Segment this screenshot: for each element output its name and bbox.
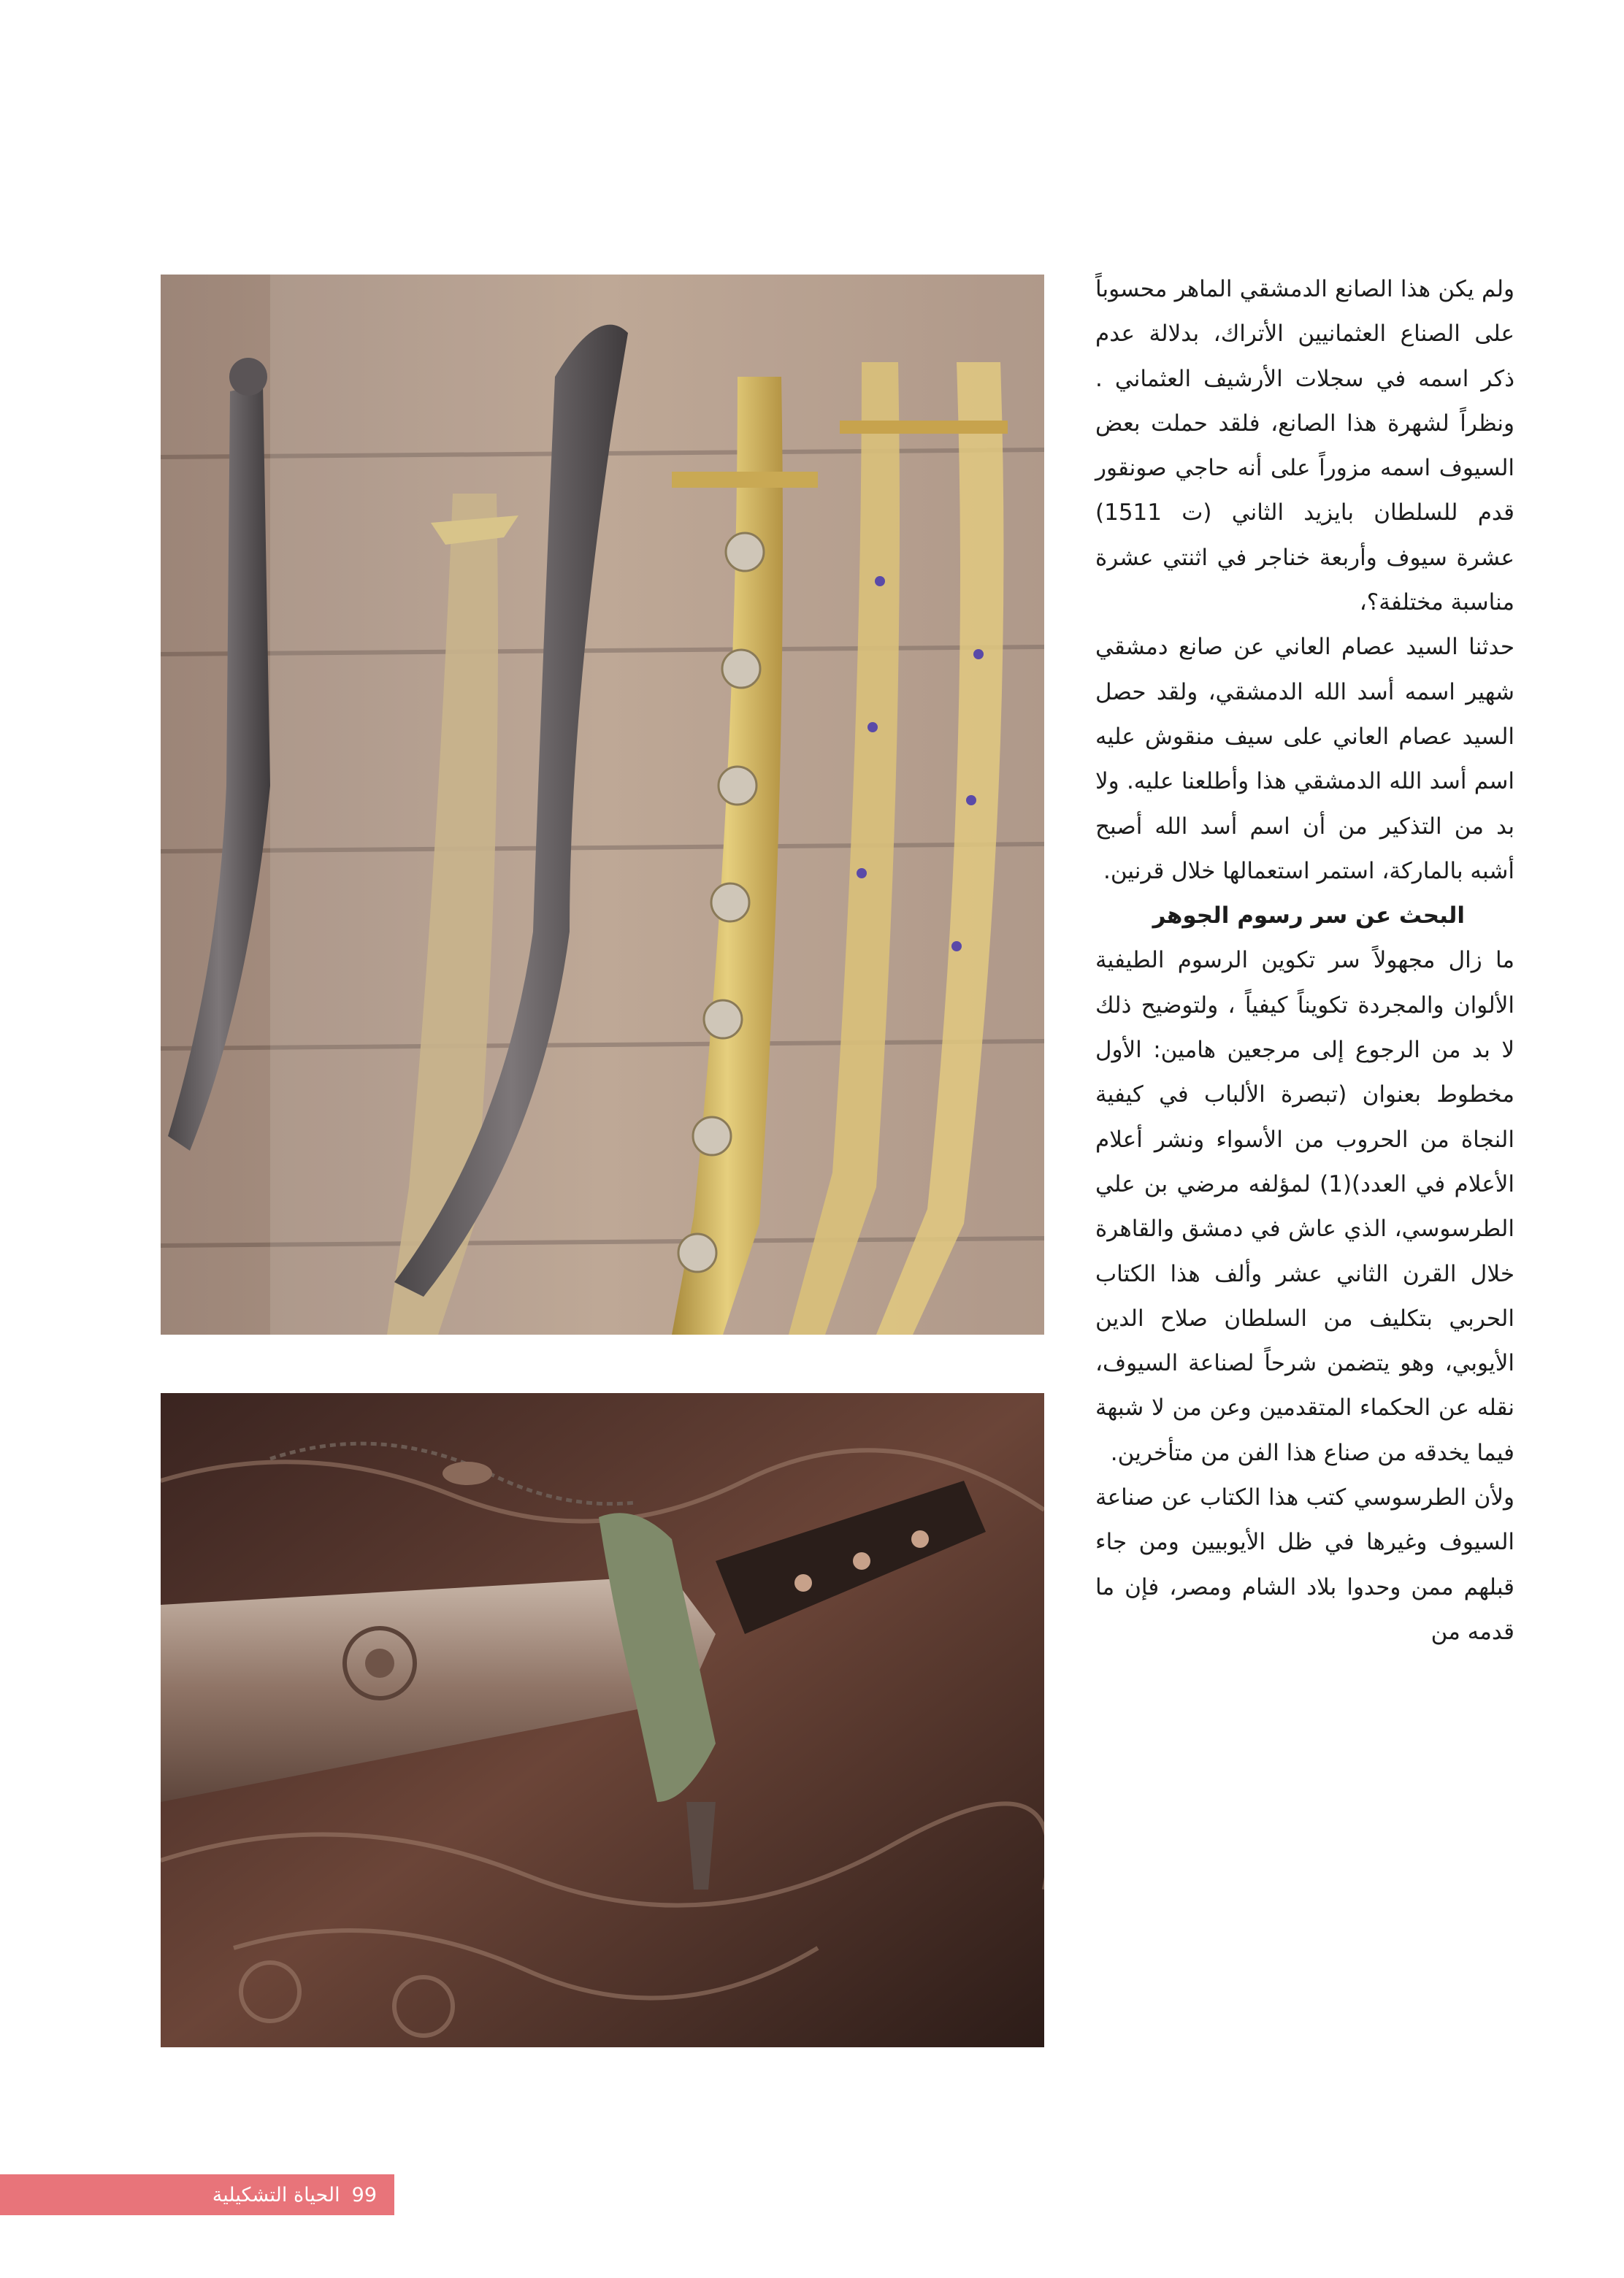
ornate-scabbard-photo [161,1393,1044,2047]
article-paragraph: ما زال مجهولاً سر تكوين الرسوم الطيفية الألوان والمجردة تكويناً كيفياً ، ولتوضيح ذلك لا بد من الرجوع إلى مرجعين هامين: الأول مخطوط بعنوان (تبصرة الألباب في كيفية النجاة من الحروب من الأسواء ونشر أعلام الأعلام في العدد)(1) لمؤلفه مرضي بن علي الطرسوسي، الذي عاش في دمشق والقاهرة خلال القرن الثاني عشر وألف هذا الكتاب الحربي بتكليف من السلطان صلاح الدين الأيوبي، وهو يتضمن شرحاً لصناعة السيوف، نقله عن الحكماء المتقدمين وعن من لا شبهة فيما يخدقه من صناع هذا الفن من متأخرين. [1095,947,1514,1466]
magazine-title: الحياة التشكيلية [212,2183,340,2206]
article-paragraph: حدثنا السيد عصام العاني عن صانع دمشقي شهير اسمه أسد الله الدمشقي، ولقد حصل السيد عصام العاني على سيف منقوش عليه اسم أسد الله الدمشقي هذا وأطلعنا عليه. ولا بد من التذكير من أن اسم أسد الله أصبح أشبه بالماركة، استمر استعمالها خلال قرنين. [1095,634,1514,884]
swords-display-photo [161,275,1044,1335]
article-body [1095,267,1514,1654]
page-number: 99 [351,2183,377,2206]
footer-band [0,2174,394,2215]
section-subheading: البحث عن سر رسوم الجوهر [1152,902,1465,929]
article-paragraph: ولأن الطرسوسي كتب هذا الكتاب عن صناعة السيوف وغيرها في ظل الأيوبيين ومن جاء قبلهم ممن وحدوا بلاد الشام ومصر، فإن ما قدمه من [1095,1484,1514,1645]
article-paragraph: ولم يكن هذا الصانع الدمشقي الماهر محسوباً على الصناع العثمانيين الأتراك، بدلالة عدم ذكر اسمه في سجلات الأرشيف العثماني . ونظراً لشهرة هذا الصانع، فلقد حملت بعض السيوف اسمه مزوراً على أنه حاجي صونقور قدم للسلطان بايزيد الثاني (ت 1511) عشرة سيوف وأربعة خناجر في اثنتي عشرة مناسبة مختلفة؟، [1095,276,1514,616]
